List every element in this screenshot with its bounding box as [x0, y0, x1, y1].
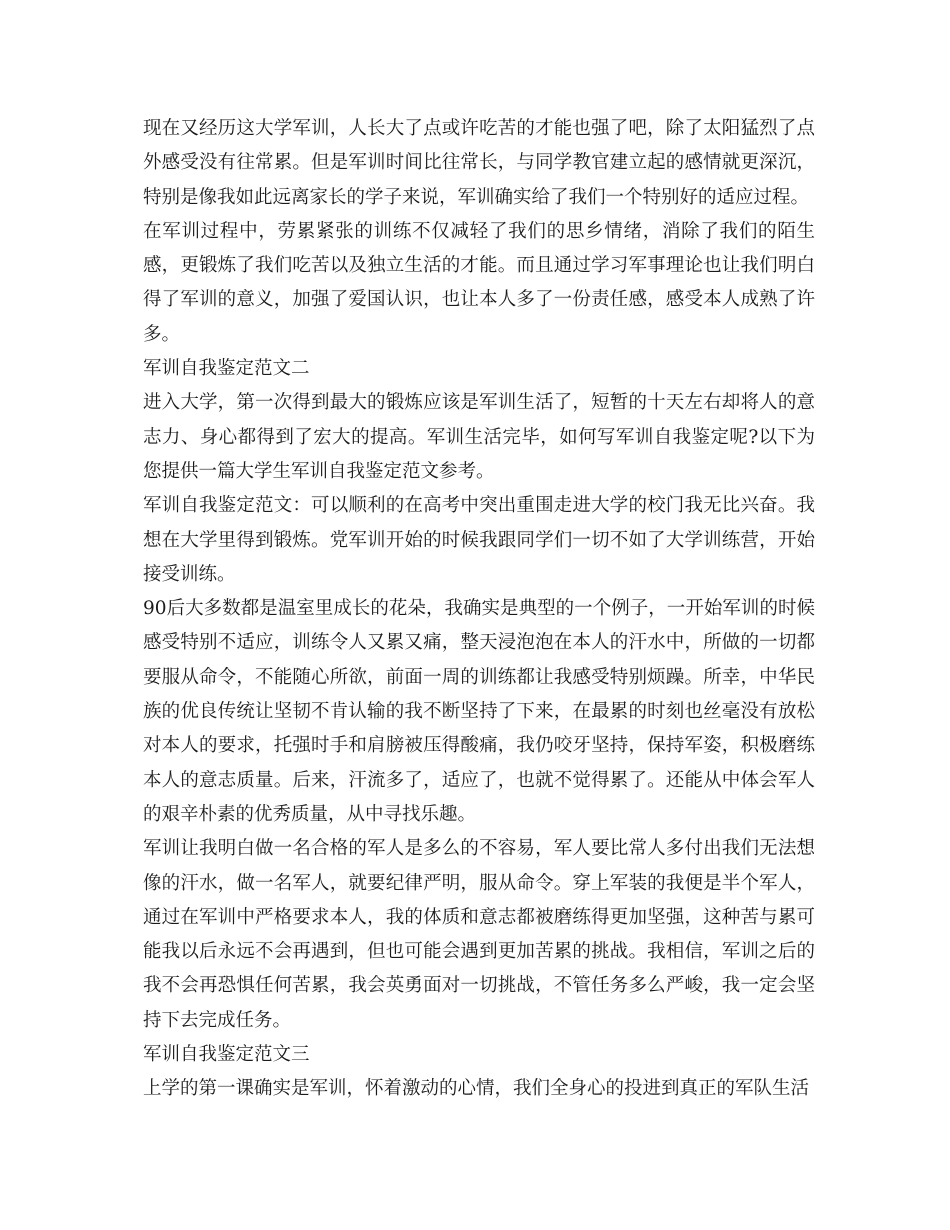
document-body: [143, 112, 815, 1107]
paragraph: 90后大多数都是温室里成长的花朵，我确实是典型的一个例子，一开始军训的时候感受特别不适应，训练令人又累又痛，整天浸泡泡在本人的汗水中，所做的一切都要服从命令，不能随心所欲，前面一周的训练都让我感受特别烦躁。所幸，中华民族的优良传统让坚韧不肯认输的我不断坚持了下来，在最累的时刻也丝毫没有放松对本人的要求，托强时手和肩膀被压得酸痛，我仍咬牙坚持，保持军姿，积极磨练本人的意志质量。后来，汗流多了，适应了，也就不觉得累了。还能从中体会军人的艰辛朴素的优秀质量，从中寻找乐趣。: [143, 598, 815, 825]
paragraph: 在军训过程中，劳累紧张的训练不仅减轻了我们的思乡情绪，消除了我们的陌生感，更锻炼了我们吃苦以及独立生活的才能。而且通过学习军事理论也让我们明白得了军训的意义，加强了爱国认识，也让本人多了一份责任感，感受本人成熟了许多。: [143, 220, 815, 345]
paragraph: 军训自我鉴定范文：可以顺利的在高考中突出重围走进大学的校门我无比兴奋。我想在大学里得到锻炼。党军训开始的时候我跟同学们一切不如了大学训练营，开始接受训练。: [143, 495, 815, 585]
paragraph: 上学的第一课确实是军训，怀着激动的心情，我们全身心的投进到真正的军队生活: [143, 1078, 810, 1100]
section-heading: 军训自我鉴定范文三: [143, 1044, 310, 1066]
section-heading: 军训自我鉴定范文二: [143, 358, 310, 380]
paragraph: 军训让我明白做一名合格的军人是多么的不容易，军人要比常人多付出我们无法想像的汗水，做一名军人，就要纪律严明，服从命令。穿上军装的我便是半个军人，通过在军训中严格要求本人，我的体质和意志都被磨练得更加坚强，这种苦与累可能我以后永远不会再遇到，但也可能会遇到更加苦累的挑战。我相信，军训之后的我不会再恐惧任何苦累，我会英勇面对一切挑战，不管任务多么严峻，我一定会坚持下去完成任务。: [143, 838, 815, 1031]
paragraph: 进入大学，第一次得到最大的锻炼应该是军训生活了，短暂的十天左右却将人的意志力、身心都得到了宏大的提高。军训生活完毕，如何写军训自我鉴定呢?以下为您提供一篇大学生军训自我鉴定范文参考。: [143, 392, 815, 482]
paragraph: 现在又经历这大学军训，人长大了点或许吃苦的才能也强了吧，除了太阳猛烈了点外感受没有往常累。但是军训时间比往常长，与同学教官建立起的感情就更深沉，特别是像我如此远离家长的学子来说，军训确实给了我们一个特别好的适应过程。: [143, 118, 815, 208]
